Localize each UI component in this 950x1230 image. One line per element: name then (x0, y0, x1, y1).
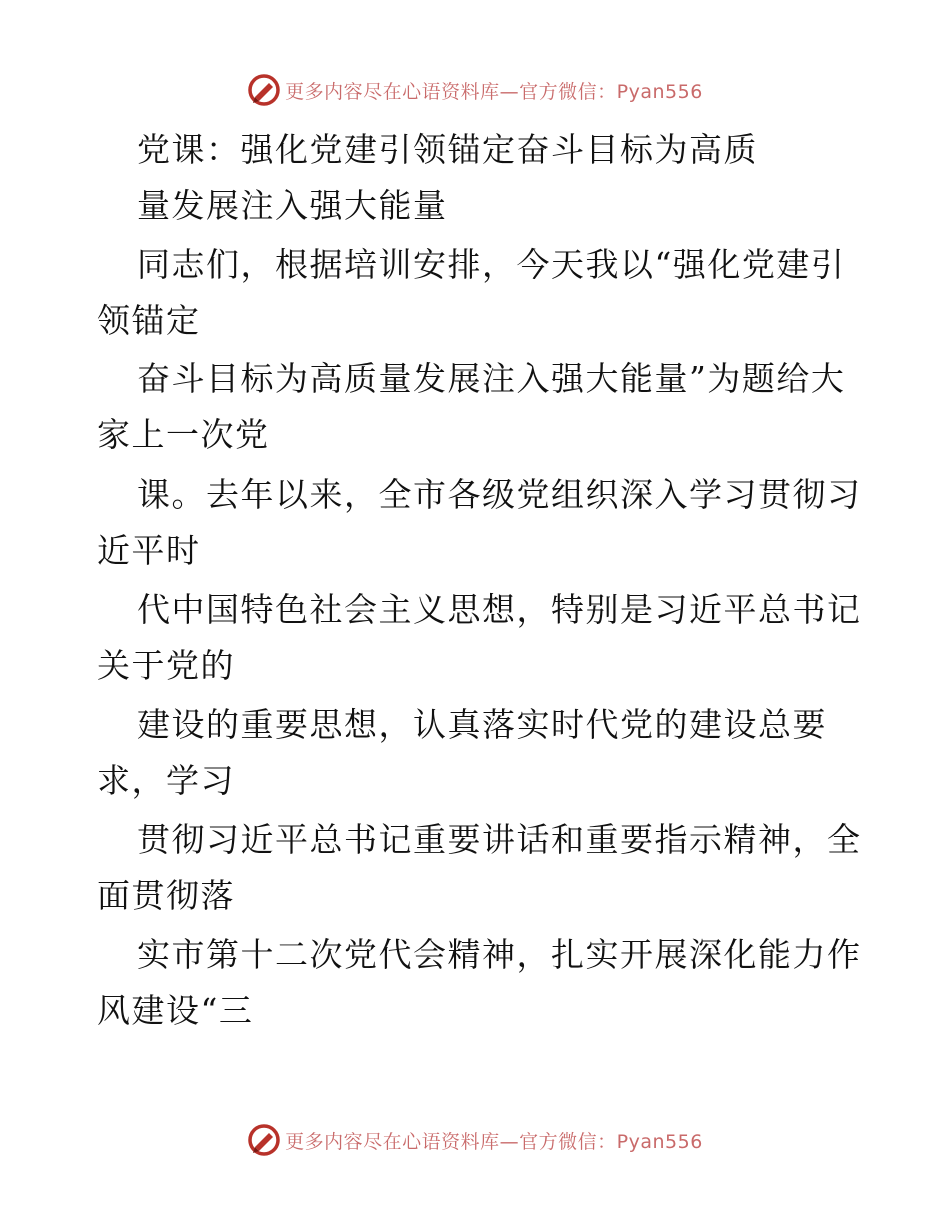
title-line-1: 党课：强化党建引领锚定奋斗目标为高质 (137, 130, 758, 169)
paragraph-line: 贯彻习近平总书记重要讲话和重要指示精神，全 (137, 820, 862, 859)
title-line-2: 量发展注入强大能量 (137, 186, 448, 225)
paragraph-line: 建设的重要思想，认真落实时代党的建设总要 (137, 705, 827, 744)
watermark-text: 更多内容尽在心语资料库—官方微信：Pyan556 (285, 1130, 703, 1153)
paragraph-line: 奋斗目标为高质量发展注入强大能量”为题给大 (137, 359, 846, 398)
watermark-text: 更多内容尽在心语资料库—官方微信：Pyan556 (285, 80, 703, 103)
paragraph-line: 面贯彻落 (97, 876, 235, 915)
paragraph-line: 风建设“三 (97, 991, 254, 1030)
paragraph-line: 领锚定 (97, 301, 201, 340)
paragraph-line: 近平时 (97, 531, 201, 570)
pen-logo-icon (247, 73, 281, 107)
paragraph-line: 求，学习 (97, 761, 235, 800)
header-watermark (0, 68, 950, 112)
paragraph-line: 关于党的 (97, 646, 235, 685)
paragraph-line: 同志们，根据培训安排，今天我以“强化党建引 (137, 245, 846, 284)
pen-logo-icon (247, 1123, 281, 1157)
footer-watermark (0, 1118, 950, 1162)
paragraph-line: 家上一次党 (97, 415, 270, 454)
paragraph-line: 实市第十二次党代会精神，扎实开展深化能力作 (137, 935, 862, 974)
paragraph-line: 课。去年以来，全市各级党组织深入学习贯彻习 (137, 475, 862, 514)
paragraph-line: 代中国特色社会主义思想，特别是习近平总书记 (137, 590, 862, 629)
